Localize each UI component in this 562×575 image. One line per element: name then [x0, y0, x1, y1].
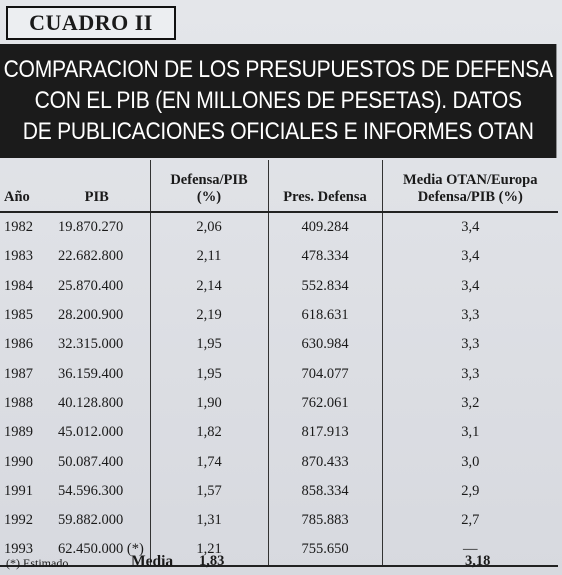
- pib-cell: 54.596.300: [58, 482, 124, 499]
- pib-cell: 45.012.000: [58, 424, 124, 441]
- title-line: CON EL PIB (EN MILLONES DE PESETAS). DATOS: [34, 87, 522, 114]
- table-row: [0, 418, 558, 447]
- header-year: Año: [0, 160, 44, 212]
- table-row: [0, 447, 558, 476]
- pib-cell: 36.159.400: [58, 365, 124, 382]
- media-otan-value: 3,18: [465, 553, 491, 569]
- pib-cell: 25.870.400: [58, 277, 124, 294]
- pres-cell: 762.061: [268, 389, 382, 418]
- ratio-cell: 1,90: [150, 389, 268, 418]
- header-pres-defensa: Pres. Defensa: [268, 160, 382, 212]
- otan-cell: 2,9: [382, 477, 558, 506]
- ratio-cell: 2,11: [150, 242, 268, 271]
- pib-cell: 22.682.800: [58, 248, 124, 265]
- year-cell: 1985: [4, 307, 33, 324]
- pres-cell: 630.984: [268, 330, 382, 359]
- ratio-cell: 2,14: [150, 272, 268, 301]
- table-row: [0, 242, 558, 271]
- table-footer: [0, 548, 558, 574]
- otan-cell: 3,1: [382, 418, 558, 447]
- otan-cell: 3,3: [382, 330, 558, 359]
- table-row: [0, 301, 558, 330]
- pib-cell: 50.087.400: [58, 453, 124, 470]
- otan-cell: 3,2: [382, 389, 558, 418]
- pib-cell: 62.450.000 (*): [44, 535, 150, 565]
- footnote: (*) Estimado: [6, 556, 69, 570]
- year-cell: 1990: [4, 453, 33, 470]
- otan-cell: 3,4: [382, 242, 558, 271]
- pib-cell: 40.128.800: [58, 394, 124, 411]
- pib-cell: 19.870.270: [58, 219, 124, 236]
- pib-cell: 28.200.900: [58, 307, 124, 324]
- table-label: CUADRO II: [6, 6, 176, 40]
- pres-cell: 704.077: [268, 359, 382, 388]
- title-line: DE PUBLICACIONES OFICIALES E INFORMES OTAN: [22, 118, 534, 145]
- pres-cell: 618.631: [268, 301, 382, 330]
- otan-cell: —: [382, 535, 558, 565]
- header-pib: PIB: [44, 160, 150, 212]
- pres-cell: 858.334: [268, 477, 382, 506]
- header-media-otan: Media OTAN/Europa Defensa/PIB (%): [382, 160, 558, 212]
- ratio-cell: 1,82: [150, 418, 268, 447]
- year-cell: 1983: [4, 248, 33, 265]
- year-cell: 1986: [4, 336, 33, 353]
- otan-cell: 3,4: [382, 272, 558, 301]
- otan-cell: 3,0: [382, 447, 558, 476]
- table-row: [0, 212, 558, 242]
- ratio-cell: 1,57: [150, 477, 268, 506]
- table-row: [0, 389, 558, 418]
- otan-cell: 2,7: [382, 506, 558, 535]
- year-cell: 1989: [4, 424, 33, 441]
- ratio-cell: 2,19: [150, 301, 268, 330]
- pres-cell: 870.433: [268, 447, 382, 476]
- pres-cell: 478.334: [268, 242, 382, 271]
- year-cell: 1991: [4, 482, 33, 499]
- table-row: [0, 506, 558, 535]
- pres-cell: 785.883: [268, 506, 382, 535]
- header-defensa-pib: Defensa/PIB (%): [150, 160, 268, 212]
- year-cell: 1992: [4, 512, 33, 529]
- table-row: [0, 272, 558, 301]
- ratio-cell: 1,74: [150, 447, 268, 476]
- year-cell: 1982: [4, 219, 33, 236]
- table-row: [0, 477, 558, 506]
- pres-cell: 755.650: [268, 535, 382, 565]
- pres-cell: 552.834: [268, 272, 382, 301]
- pres-cell: 817.913: [268, 418, 382, 447]
- year-cell: 1984: [4, 277, 33, 294]
- title-line: COMPARACION DE LOS PRESUPUESTOS DE DEFENSA: [3, 56, 553, 83]
- otan-cell: 3,4: [382, 212, 558, 242]
- year-cell: 1988: [4, 394, 33, 411]
- ratio-cell: 1,95: [150, 359, 268, 388]
- ratio-cell: 2,06: [150, 212, 268, 242]
- table-row: [0, 359, 558, 388]
- header-row: [0, 160, 558, 212]
- table-row: [0, 330, 558, 359]
- pres-cell: 409.284: [268, 212, 382, 242]
- media-ratio-value: 1,83: [199, 553, 225, 569]
- year-cell: 1987: [4, 365, 33, 382]
- ratio-cell: 1,95: [150, 330, 268, 359]
- year-cell: 1993: [0, 535, 44, 565]
- data-table: [0, 160, 558, 567]
- pib-cell: 32.315.000: [58, 336, 124, 353]
- title-banner: [0, 44, 556, 158]
- otan-cell: 3,3: [382, 359, 558, 388]
- ratio-cell: 1,21: [150, 535, 268, 565]
- otan-cell: 3,3: [382, 301, 558, 330]
- ratio-cell: 1,31: [150, 506, 268, 535]
- pib-cell: 59.882.000: [58, 512, 124, 529]
- media-label: Media: [131, 553, 174, 570]
